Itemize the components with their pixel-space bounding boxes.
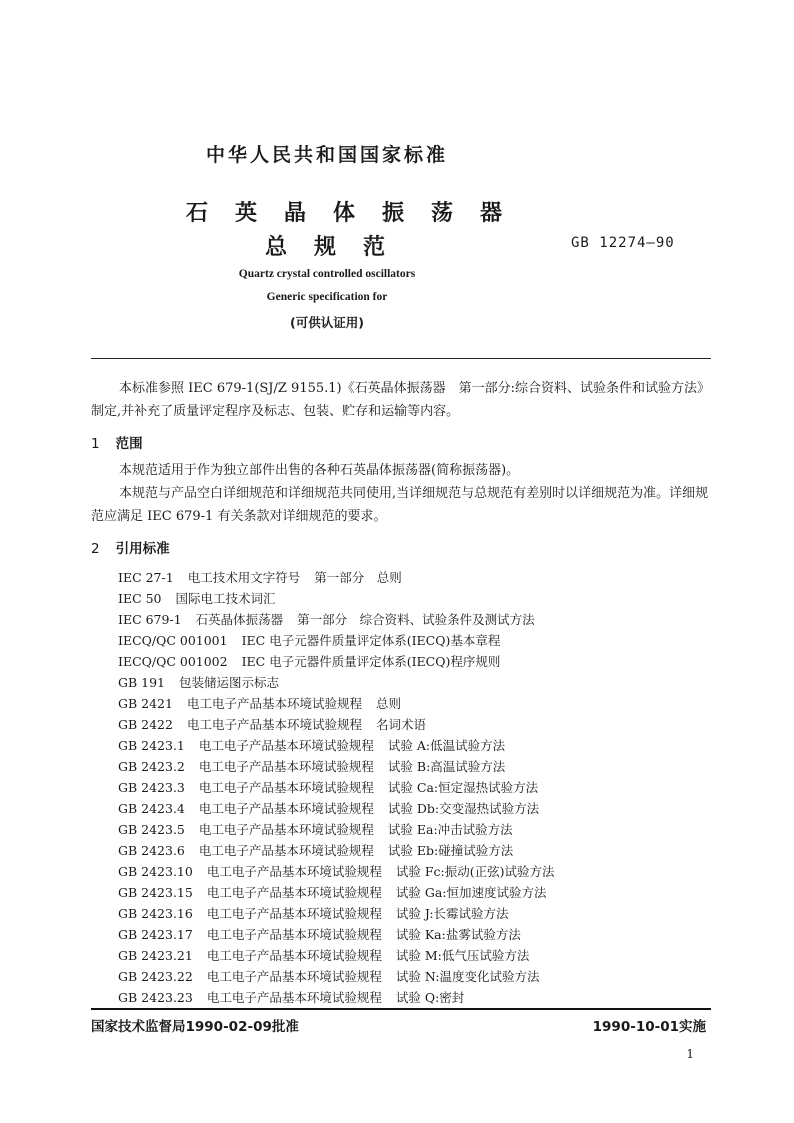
document-title: 石英晶体振荡器 — [186, 201, 530, 226]
reference-title: 电工电子产品基本环境试验规程 — [198, 759, 374, 774]
reference-item — [118, 840, 554, 861]
reference-item — [118, 819, 554, 840]
reference-list — [118, 567, 554, 1008]
reference-code: GB 2423.2 — [118, 759, 185, 774]
reference-subtitle: 试验 Ga:恒加速度试验方法 — [395, 885, 547, 900]
reference-title: 电工技术用文字符号 — [187, 570, 301, 585]
scope-paragraph-1: 本规范适用于作为独立部件出售的各种石英晶体振荡器(简称振荡器)。 — [119, 463, 520, 478]
page-number: 1 — [686, 1047, 694, 1061]
reference-code: GB 2423.23 — [118, 990, 193, 1005]
reference-code: GB 2423.6 — [118, 843, 185, 858]
reference-subtitle: 试验 Q:密封 — [395, 990, 465, 1005]
reference-code: GB 2421 — [118, 696, 173, 711]
reference-title: 电工电子产品基本环境试验规程 — [206, 990, 382, 1005]
reference-code: GB 2423.10 — [118, 864, 193, 879]
reference-code: GB 2422 — [118, 717, 173, 732]
reference-item — [118, 630, 554, 651]
certification-note: (可供认证用) — [290, 315, 364, 330]
reference-code: IEC 50 — [118, 591, 162, 606]
reference-subtitle: 试验 Db:交变湿热试验方法 — [387, 801, 540, 816]
reference-title: 电工电子产品基本环境试验规程 — [206, 948, 382, 963]
implementation-date: 1990-10-01实施 — [592, 1019, 706, 1035]
reference-subtitle: 总则 — [375, 696, 401, 711]
reference-title: 电工电子产品基本环境试验规程 — [198, 780, 374, 795]
reference-title: 电工电子产品基本环境试验规程 — [198, 801, 374, 816]
reference-subtitle: 试验 Fc:振动(正弦)试验方法 — [395, 864, 555, 879]
reference-code: GB 2423.17 — [118, 927, 193, 942]
section-2-heading — [91, 537, 170, 557]
header-divider — [91, 358, 711, 359]
reference-item — [118, 651, 554, 672]
reference-code: IEC 679-1 — [118, 612, 182, 627]
reference-item — [118, 567, 554, 588]
reference-title: 电工电子产品基本环境试验规程 — [206, 885, 382, 900]
national-standard-heading: 中华人民共和国国家标准 — [205, 144, 448, 166]
reference-title: 电工电子产品基本环境试验规程 — [186, 717, 362, 732]
reference-subtitle: 试验 Ea:冲击试验方法 — [387, 822, 513, 837]
reference-title: 电工电子产品基本环境试验规程 — [206, 927, 382, 942]
reference-code: GB 2423.15 — [118, 885, 193, 900]
reference-subtitle: 试验 J:长霉试验方法 — [395, 906, 509, 921]
english-title: Quartz crystal controlled oscillators — [238, 268, 416, 280]
reference-item — [118, 924, 554, 945]
document-subtitle: 总规范 — [265, 235, 413, 260]
reference-code: GB 2423.16 — [118, 906, 193, 921]
reference-code: GB 2423.5 — [118, 822, 185, 837]
standard-code: GB 12274—90 — [571, 235, 675, 251]
reference-code: GB 191 — [118, 675, 166, 690]
reference-item — [118, 966, 554, 987]
reference-subtitle: 试验 B:高温试验方法 — [387, 759, 506, 774]
reference-item — [118, 693, 554, 714]
approval-line: 国家技术监督局1990-02-09批准 — [91, 1019, 299, 1035]
reference-code: GB 2423.1 — [118, 738, 185, 753]
reference-item — [118, 609, 554, 630]
reference-item — [118, 714, 554, 735]
reference-item — [118, 777, 554, 798]
reference-subtitle: 第一部分 综合资料、试验条件及测试方法 — [297, 612, 535, 627]
reference-subtitle: 试验 A:低温试验方法 — [387, 738, 506, 753]
reference-title: 电工电子产品基本环境试验规程 — [186, 696, 362, 711]
reference-code: GB 2423.21 — [118, 948, 193, 963]
reference-subtitle: 名词术语 — [375, 717, 426, 732]
footer-divider — [91, 1008, 711, 1010]
reference-subtitle: 第一部分 总则 — [314, 570, 402, 585]
reference-title: IEC 电子元器件质量评定体系(IECQ)基本章程 — [241, 633, 501, 648]
section-number: 1 — [91, 436, 100, 452]
reference-code: GB 2423.3 — [118, 780, 185, 795]
reference-item — [118, 945, 554, 966]
reference-title: 电工电子产品基本环境试验规程 — [206, 864, 382, 879]
reference-item — [118, 882, 554, 903]
reference-code: IEC 27-1 — [118, 570, 174, 585]
reference-subtitle: 试验 M:低气压试验方法 — [395, 948, 530, 963]
reference-item — [118, 672, 554, 693]
section-title: 范围 — [115, 436, 143, 452]
reference-item — [118, 588, 554, 609]
reference-subtitle: 试验 Eb:碰撞试验方法 — [387, 843, 514, 858]
reference-item — [118, 756, 554, 777]
reference-item — [118, 987, 554, 1008]
reference-title: 电工电子产品基本环境试验规程 — [198, 822, 374, 837]
intro-paragraph: 本标准参照 IEC 679-1(SJ/Z 9155.1)《石英晶体振荡器 第一部分:综合资料、试验条件和试验方法》制定,并补充了质量评定程序及标志、包装、贮存和运输等内容。 — [91, 381, 710, 419]
reference-code: GB 2423.4 — [118, 801, 185, 816]
reference-title: 电工电子产品基本环境试验规程 — [198, 843, 374, 858]
reference-subtitle: 试验 N:温度变化试验方法 — [395, 969, 540, 984]
section-title: 引用标准 — [115, 541, 170, 557]
reference-subtitle: 试验 Ca:恒定湿热试验方法 — [387, 780, 539, 795]
section-1-heading — [91, 432, 143, 452]
reference-item — [118, 903, 554, 924]
scope-paragraph-2: 本规范与产品空白详细规范和详细规范共同使用,当详细规范与总规范有差别时以详细规范为准。详细规范应满足 IEC 679-1 有关条款对详细规范的要求。 — [91, 486, 709, 524]
reference-title: 电工电子产品基本环境试验规程 — [206, 906, 382, 921]
reference-title: 国际电工技术词汇 — [175, 591, 276, 606]
english-subtitle: Generic specification for — [266, 291, 388, 303]
reference-title: 石英晶体振荡器 — [195, 612, 284, 627]
reference-item — [118, 735, 554, 756]
reference-title: 包装储运图示标志 — [179, 675, 280, 690]
reference-code: GB 2423.22 — [118, 969, 193, 984]
reference-item — [118, 798, 554, 819]
reference-subtitle: 试验 Ka:盐雾试验方法 — [395, 927, 521, 942]
reference-title: 电工电子产品基本环境试验规程 — [206, 969, 382, 984]
reference-title: IEC 电子元器件质量评定体系(IECQ)程序规则 — [241, 654, 501, 669]
reference-code: IECQ/QC 001001 — [118, 633, 228, 648]
section-number: 2 — [91, 541, 100, 557]
reference-title: 电工电子产品基本环境试验规程 — [198, 738, 374, 753]
reference-code: IECQ/QC 001002 — [118, 654, 228, 669]
reference-item — [118, 861, 554, 882]
